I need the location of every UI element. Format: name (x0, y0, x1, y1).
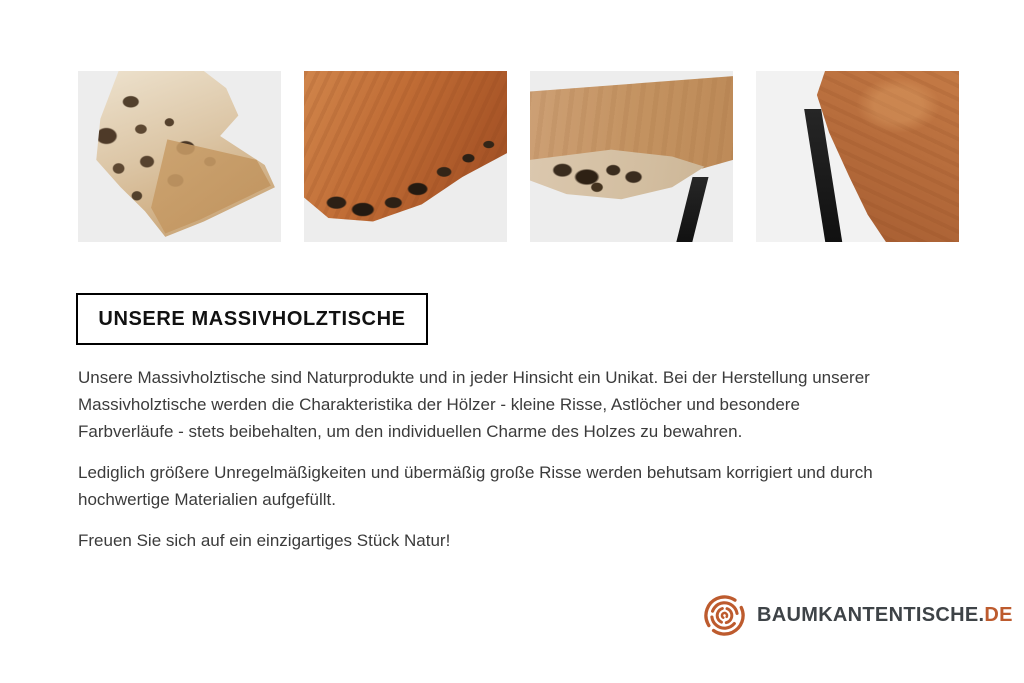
brand-tld: DE (984, 604, 1013, 626)
body-copy (78, 364, 884, 568)
table-leg (676, 177, 709, 242)
paragraph-1: Unsere Massivholztische sind Naturprodukte und in jeder Hinsicht ein Unikat. Bei der Herstellung unserer Massivholztische werden die Charakteristika der Hölzer - kleine Risse, Astlöcher und besondere Farbverläufe - stets beibehalten, um den individuellen Charme des Holzes zu bewahren. (78, 368, 870, 441)
tree-rings-icon (703, 594, 746, 637)
wood-photo-1 (78, 71, 281, 242)
brand-wordmark (757, 604, 1013, 627)
wood-photo-3 (530, 71, 733, 242)
section-heading-label: UNSERE MASSIVHOLZTISCHE (98, 307, 406, 330)
wood-photo-2-art (304, 71, 507, 242)
brand-logo (703, 594, 1013, 637)
wood-photo-4 (756, 71, 959, 242)
paragraph-3: Freuen Sie sich auf ein einzigartiges Stück Natur! (78, 531, 451, 550)
brand-name: BAUMKANTENTISCHE. (757, 604, 985, 626)
wood-photo-4-art (756, 71, 959, 242)
wood-photo-2 (304, 71, 507, 242)
paragraph-2: Lediglich größere Unregelmäßigkeiten und übermäßig große Risse werden behutsam korrigiert und durch hochwertige Materialien aufgefüllt. (78, 463, 873, 509)
wood-photo-gallery (78, 71, 959, 242)
section-heading (76, 293, 428, 345)
